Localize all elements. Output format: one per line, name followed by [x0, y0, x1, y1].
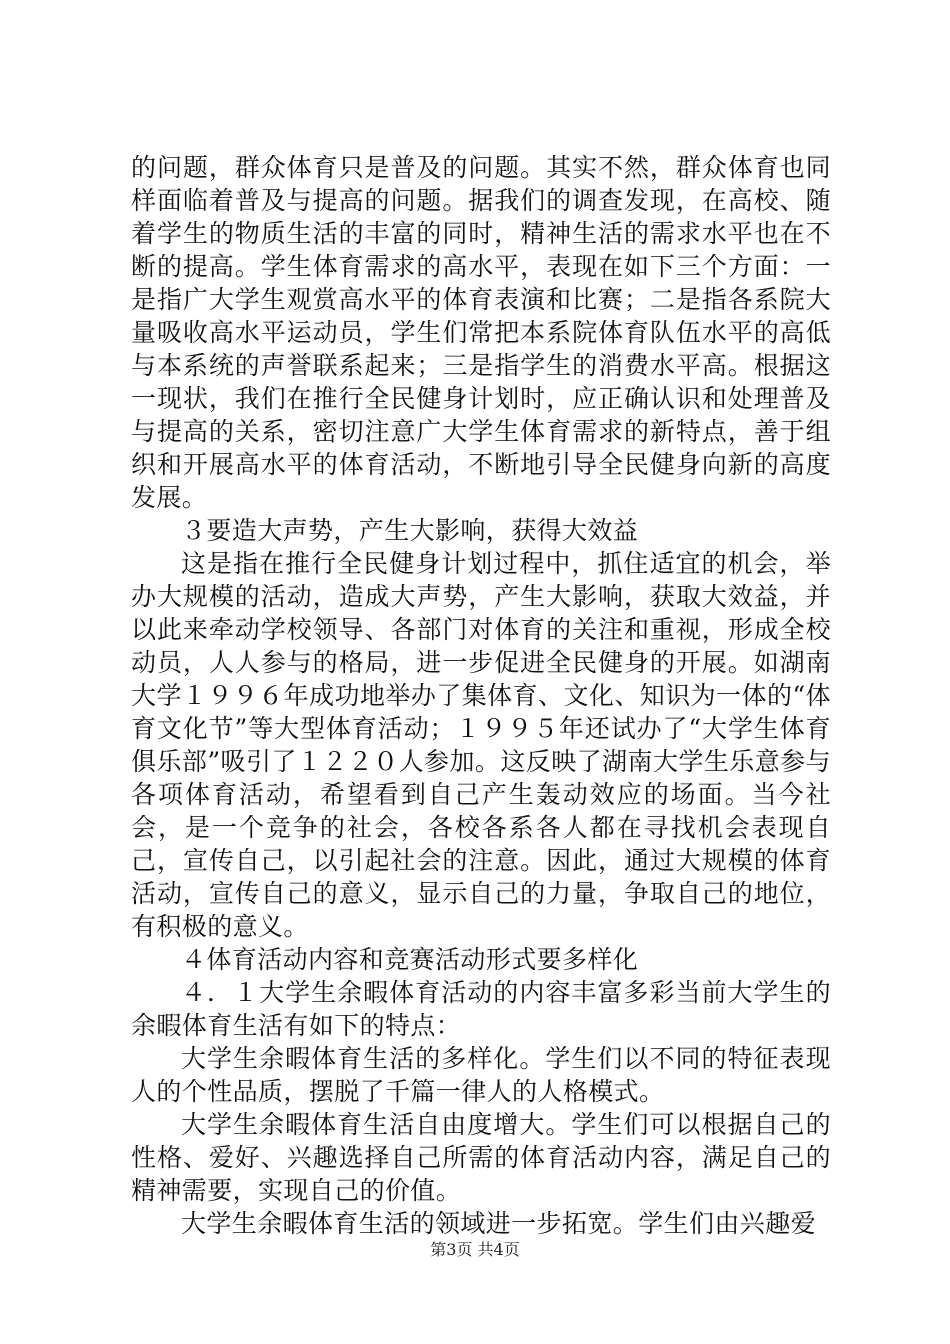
paragraph-diversity: 大学生余暇体育生活的多样化。学生们以不同的特征表现人的个性品质，摆脱了千篇一律人的人格模式。 — [131, 1044, 831, 1106]
document-body — [131, 151, 831, 1240]
paragraph-freedom: 大学生余暇体育生活自由度增大。学生们可以根据自己的性格、爱好、兴趣选择自己所需的体育活动内容，满足自己的精神需要，实现自己的价值。 — [131, 1110, 831, 1205]
paragraph-continued: 的问题，群众体育只是普及的问题。其实不然，群众体育也同样面临着普及与提高的问题。据我们的调查发现，在高校、随着学生的物质生活的丰富的同时，精神生活的需求水平也在不断的提高。学生体育需求的高水平，表现在如下三个方面：一是指广大学生观赏高水平的体育表演和比赛；二是指各系院大量吸收高水平运动员，学生们常把本系院体育队伍水平的高低与本系统的声誉联系起来；三是指学生的消费水平高。根据这一现状，我们在推行全民健身计划时，应正确认识和处理普及与提高的关系，密切注意广大学生体育需求的新特点，善于组织和开展高水平的体育活动，不断地引导全民健身向新的高度发展。 — [131, 153, 831, 512]
paragraph-domain-expansion: 大学生余暇体育生活的领域进一步拓宽。学生们由兴趣爱 — [181, 1209, 817, 1238]
section-heading-4: ４体育活动内容和竞赛活动形式要多样化 — [181, 945, 639, 974]
section-heading-3: ３要造大声势，产生大影响，获得大效益 — [181, 516, 639, 545]
paragraph-section-3: 这是指在推行全民健身计划过程中，抓住适宜的机会，举办大规模的活动，造成大声势，产生大影响，获取大效益，并以此来牵动学校领导、各部门对体育的关注和重视，形成全校动员，人人参与的格局，进一步促进全民健身的开展。如湖南大学１９９６年成功地举办了集体育、文化、知识为一体的“体育文化节”等大型体育活动；１９９５年还试办了“大学生体育俱乐部”吸引了１２２０人参加。这反映了湖南大学生乐意参与各项体育活动，希望看到自己产生轰动效应的场面。当今社会，是一个竞争的社会，各校各系各人都在寻找机会表现自己，宣传自己，以引起社会的注意。因此，通过大规模的体育活动，宣传自己的意义，显示自己的力量，争取自己的地位，有积极的意义。 — [131, 549, 831, 941]
page-number-footer: 第3页 共4页 — [430, 1240, 520, 1259]
paragraph-section-4-1: ４．１大学生余暇体育活动的内容丰富多彩当前大学生的余暇体育生活有如下的特点： — [131, 978, 831, 1040]
